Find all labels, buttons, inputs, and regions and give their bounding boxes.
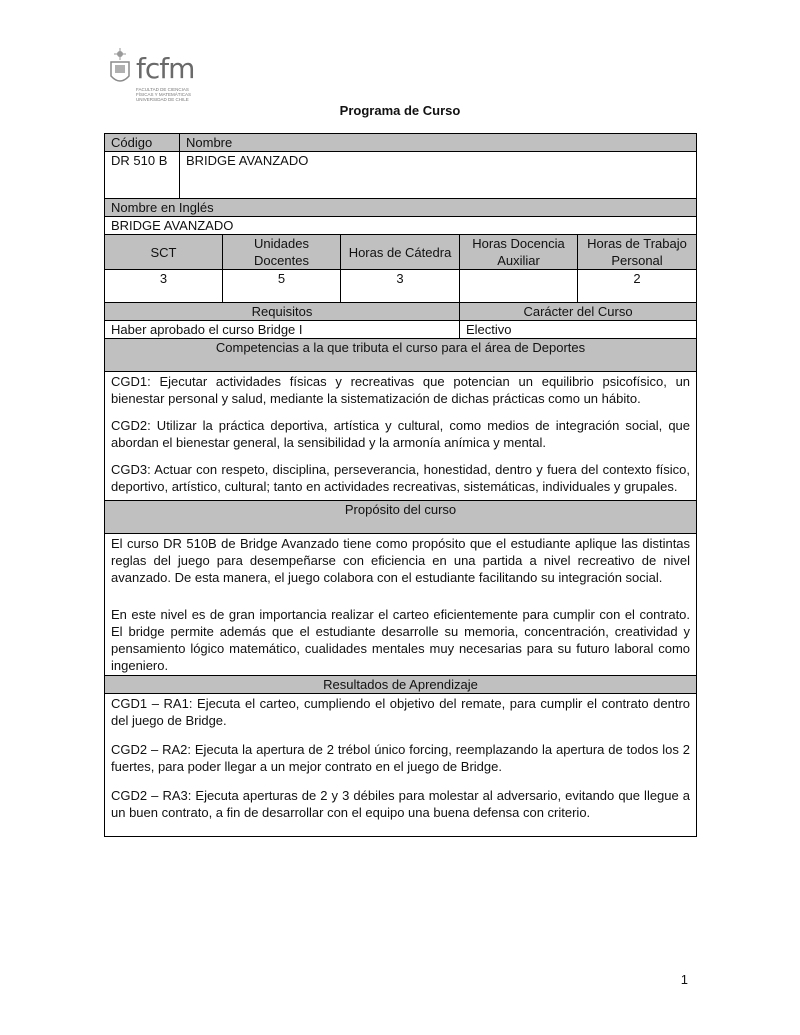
sct-header: SCT (105, 235, 223, 270)
requirements-value: Haber aprobado el curso Bridge I (105, 321, 460, 339)
purpose-heading: Propósito del curso (105, 501, 697, 534)
course-character-label: Carácter del Curso (460, 303, 697, 321)
competencies-heading: Competencias a la que tributa el curso para el área de Deportes (105, 339, 697, 372)
personal-work-hours-header: Horas de Trabajo Personal (578, 235, 697, 270)
auxiliary-hours-value (460, 270, 578, 303)
learning-outcome-item: CGD2 – RA2: Ejecuta la apertura de 2 trébol único forcing, reemplazando la apertura de todos los 2 fuertes, para poder llegar a un mejor contrato en el juego de Bridge. (111, 742, 691, 774)
english-name-label: Nombre en Inglés (105, 199, 697, 217)
purpose-paragraph: En este nivel es de gran importancia realizar el carteo eficientemente para cumplir con el contrato. El bridge permite además que el estudiante desarrolle su memoria, concentración, creatividad y pensamiento lógico matemático, cualidades mentales muy necesarias para su futuro laboral como ingeniero. (111, 607, 691, 673)
name-label: Nombre (180, 134, 697, 152)
learning-outcome-item: CGD1 – RA1: Ejecuta el carteo, cumpliendo el objetivo del remate, para cumplir el contrato dentro del juego de Bridge. (111, 696, 691, 728)
sct-value: 3 (105, 270, 223, 303)
english-name: BRIDGE AVANZADO (105, 217, 697, 235)
learning-outcome-item: CGD2 – RA3: Ejecuta aperturas de 2 y 3 débiles para molestar al adversario, evitando que llegue a un buen contrato, a fin de desarrollar con el equipo una buena defensa con criterio. (111, 788, 691, 820)
teaching-units-value: 5 (223, 270, 341, 303)
purpose-text (105, 534, 697, 676)
fcfm-logo (108, 44, 200, 104)
learning-outcomes-heading: Resultados de Aprendizaje (105, 676, 697, 694)
personal-work-hours-value: 2 (578, 270, 697, 303)
logo-subtitle: FACULTAD DE CIENCIAS FÍSICAS Y MATEMÁTICAS UNIVERSIDAD DE CHILE (136, 87, 192, 102)
lecture-hours-header: Horas de Cátedra (341, 235, 460, 270)
competency-item: CGD3: Actuar con respeto, disciplina, perseverancia, honestidad, dentro y fuera del contexto físico, deportivo, artístico, cultural; tanto en actividades recreativas, sistemáticas, individuales y grupales. (111, 462, 691, 494)
purpose-paragraph: El curso DR 510B de Bridge Avanzado tiene como propósito que el estudiante aplique las distintas reglas del juego para desempeñarse con eficiencia en una partida a nivel recreativo de nivel avanzado. De esta manera, el juego colabora con el estudiante facilitando su integración social. (111, 536, 691, 585)
course-program-table (104, 133, 697, 837)
auxiliary-hours-header: Horas Docencia Auxiliar (460, 235, 578, 270)
competencies-list (105, 372, 697, 501)
course-character-value: Electivo (460, 321, 697, 339)
course-name: BRIDGE AVANZADO (180, 152, 697, 199)
page-title: Programa de Curso (339, 103, 461, 118)
university-crest-icon (108, 48, 132, 88)
learning-outcomes-list (105, 694, 697, 837)
course-code: DR 510 B (105, 152, 180, 199)
teaching-units-header: Unidades Docentes (223, 235, 341, 270)
page-number: 1 (680, 972, 688, 987)
code-label: Código (105, 134, 180, 152)
competency-item: CGD2: Utilizar la práctica deportiva, artística y cultural, como medios de integración social, que abordan el bienestar general, la sensibilidad y la armonía anímica y mental. (111, 418, 691, 450)
logo-wordmark: fcfm (136, 52, 195, 85)
competency-item: CGD1: Ejecutar actividades físicas y recreativas que potencian un equilibrio psicofísico, un bienestar personal y salud, mediante la sistematización de dichas prácticas como un hábito. (111, 374, 691, 406)
lecture-hours-value: 3 (341, 270, 460, 303)
requirements-label: Requisitos (105, 303, 460, 321)
